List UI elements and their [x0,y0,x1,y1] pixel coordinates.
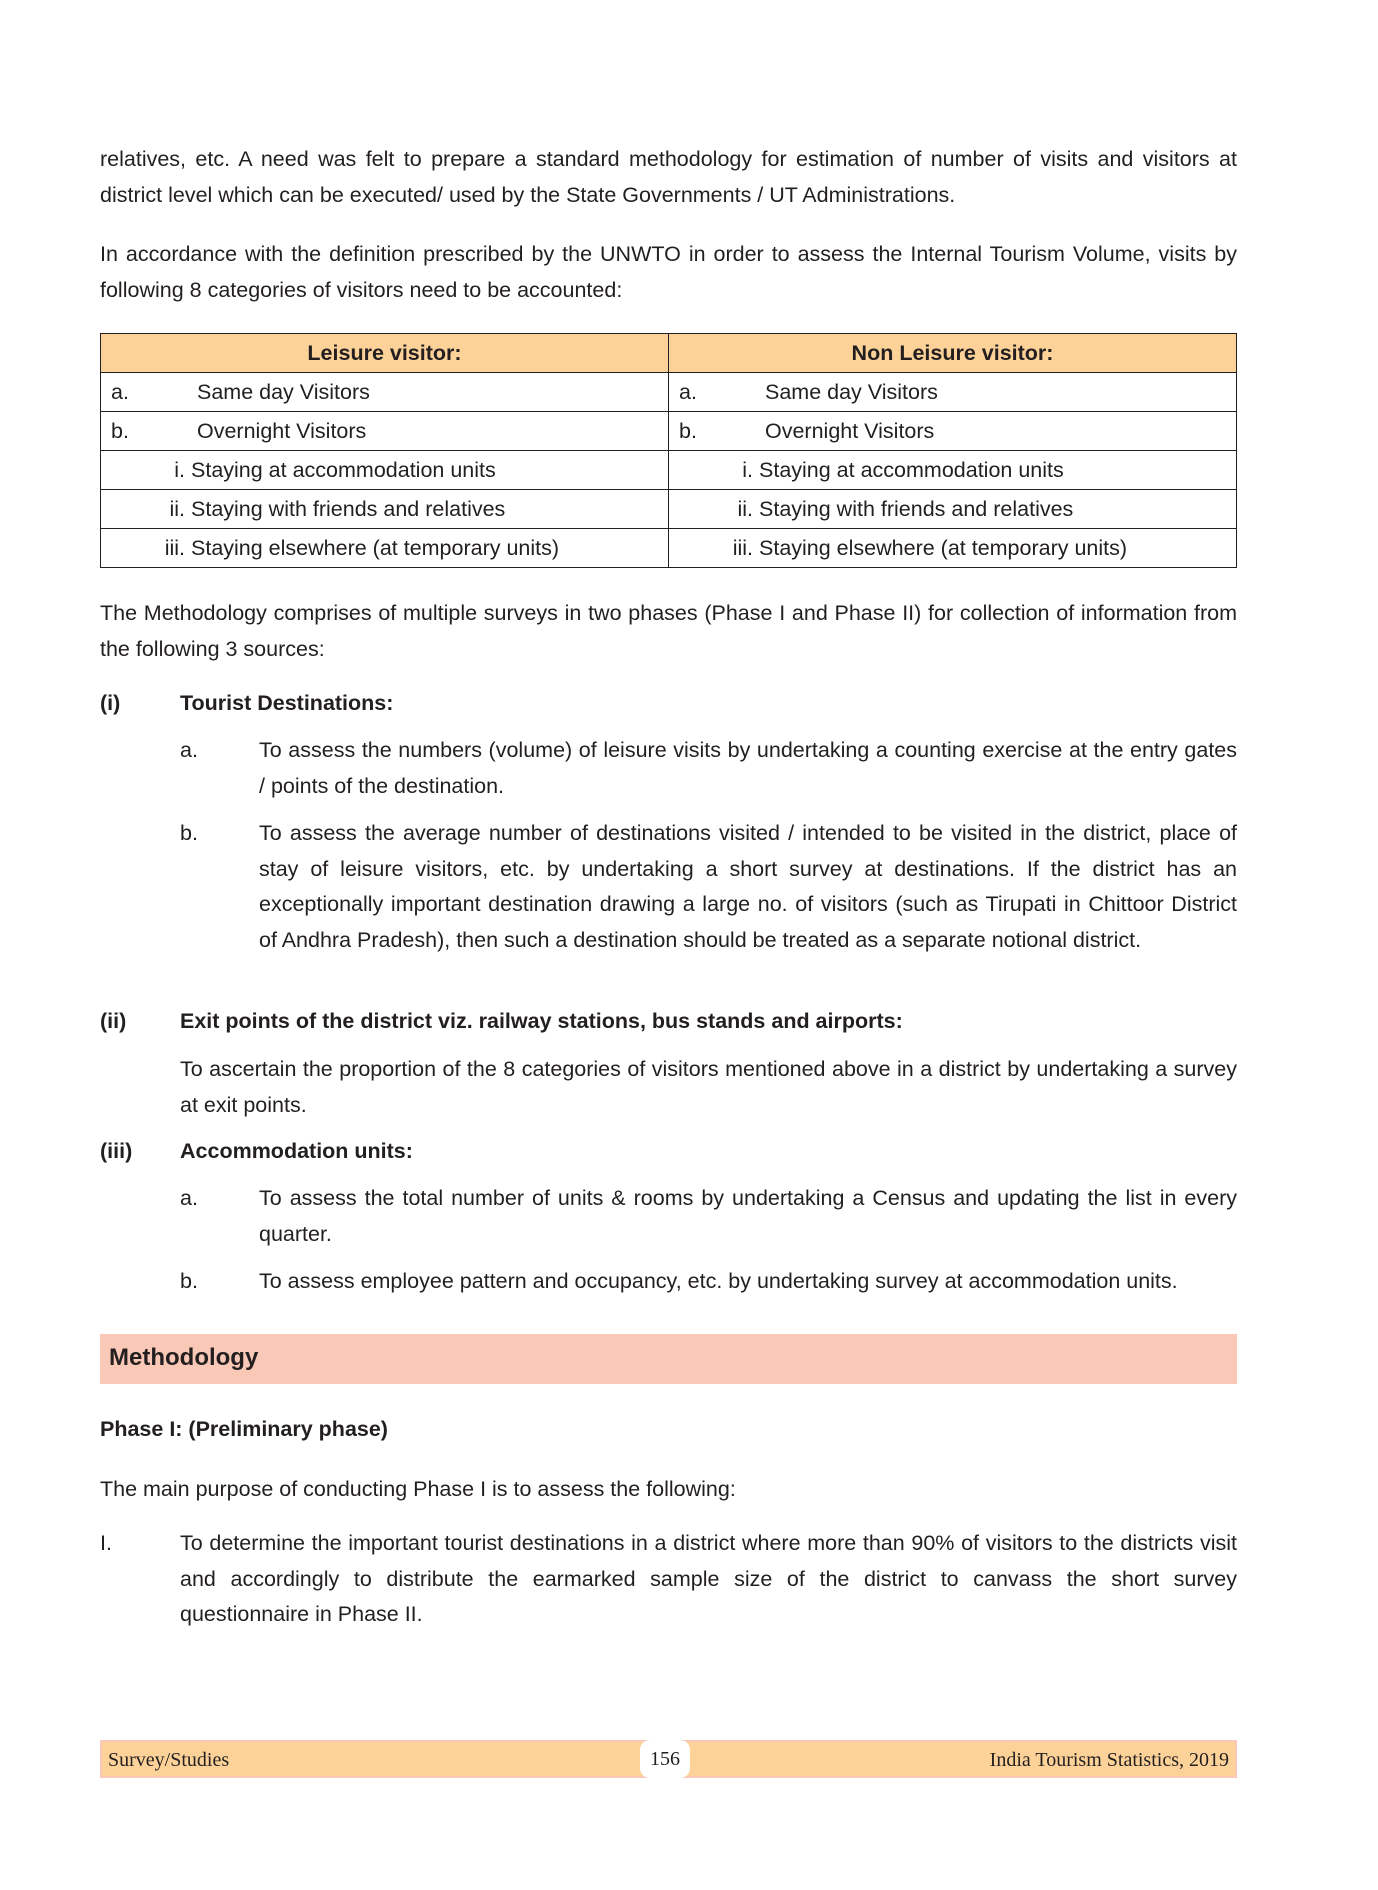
paragraph-text: The Methodology comprises of multiple surveys in two phases (Phase I and Phase II) for collection of information from the following 3 sources: [100,601,1237,661]
source-i-a [180,733,1237,804]
section-heading: Methodology [109,1344,259,1371]
row-text: Staying at accommodation units [759,457,1064,482]
purpose-item-1 [100,1526,1237,1633]
cell [101,373,669,412]
section-heading-band [100,1334,1237,1384]
row-text: Same day Visitors [197,379,370,404]
page-footer [100,1740,1237,1778]
item-title: Accommodation units: [180,1139,413,1163]
sub-text: To assess the average number of destinations visited / intended to be visited in the district, place of stay of leisure visitors, etc. by undertaking a short survey at destinations. If the district has an exceptionally important destination drawing a large no. of visitors (such as Tirupati in Chittoor District of Andhra Pradesh), then such a destination should be treated as a separate notional district. [259,821,1237,952]
intro-paragraph-2 [100,237,1237,308]
row-num: a. [111,379,129,404]
sources-intro [100,596,1237,667]
row-num: b. [679,418,697,443]
sub-number: b. [180,1269,198,1293]
table-row [101,412,1237,451]
header-leisure: Leisure visitor: [101,334,669,373]
row-text: Overnight Visitors [197,418,367,443]
table-header-row [101,334,1237,373]
row-num: ii. [169,496,185,521]
row-text: Staying elsewhere (at temporary units) [759,535,1128,560]
cell [669,412,1237,451]
cell [101,451,669,490]
row-num: iii. [732,535,753,560]
row-text: Staying elsewhere (at temporary units) [191,535,560,560]
sub-number: a. [180,738,198,762]
sub-number: a. [180,1186,198,1210]
table-row [101,373,1237,412]
table-row [101,529,1237,568]
row-text: Staying with friends and relatives [191,496,506,521]
row-num: b. [111,418,129,443]
cell [101,490,669,529]
item-title: Exit points of the district viz. railway stations, bus stands and airports: [180,1009,903,1033]
sub-number: b. [180,821,198,845]
header-non-leisure: Non Leisure visitor: [669,334,1237,373]
row-num: i. [174,457,185,482]
item-title: Tourist Destinations: [180,691,394,715]
phase-heading: Phase I: (Preliminary phase) [100,1417,388,1441]
item-text: To determine the important tourist destinations in a district where more than 90% of visitors to the districts visit and accordingly to distribute the earmarked sample size of the district to canvass the short survey questionnaire in Phase II. [180,1531,1237,1626]
cell [669,490,1237,529]
row-num: i. [742,457,753,482]
cell [669,373,1237,412]
row-text: Staying with friends and relatives [759,496,1074,521]
source-iii-heading [100,1134,1237,1170]
source-iii-b [180,1264,1237,1300]
intro-paragraph-1 [100,142,1237,213]
cell [101,529,669,568]
page-number: 156 [640,1740,690,1778]
sub-text: To assess the numbers (volume) of leisure visits by undertaking a counting exercise at the entry gates / points of the destination. [259,738,1237,798]
paragraph-text: relatives, etc. A need was felt to prepare a standard methodology for estimation of number of visits and visitors at district level which can be executed/ used by the State Governments / UT Administrations. [100,147,1237,207]
source-ii-heading [100,1004,1237,1040]
source-ii-text [180,1052,1237,1123]
visitor-categories-table [100,333,1237,568]
source-i-b [180,816,1237,958]
row-text: Same day Visitors [765,379,938,404]
cell [669,529,1237,568]
row-num: a. [679,379,697,404]
item-number: (iii) [100,1139,133,1163]
row-num: iii. [164,535,185,560]
row-text: Staying at accommodation units [191,457,496,482]
row-text: Overnight Visitors [765,418,935,443]
row-num: ii. [737,496,753,521]
source-iii-a [180,1181,1237,1252]
footer-publication: India Tourism Statistics, 2019 [989,1749,1229,1771]
source-i-heading [100,686,1237,722]
paragraph-text: In accordance with the definition prescribed by the UNWTO in order to assess the Internal Tourism Volume, visits by following 8 categories of visitors need to be accounted: [100,242,1237,302]
item-number: (ii) [100,1009,127,1033]
table-row [101,451,1237,490]
footer-section: Survey/Studies [108,1749,230,1771]
cell [669,451,1237,490]
item-number: I. [100,1531,112,1555]
sub-text: To assess employee pattern and occupancy, etc. by undertaking survey at accommodation units. [259,1269,1178,1293]
cell [101,412,669,451]
sub-text: To assess the total number of units & rooms by undertaking a Census and updating the list in every quarter. [259,1186,1237,1246]
table-row [101,490,1237,529]
paragraph-text: To ascertain the proportion of the 8 categories of visitors mentioned above in a district by undertaking a survey at exit points. [180,1057,1237,1117]
item-number: (i) [100,691,121,715]
purpose-text: The main purpose of conducting Phase I is to assess the following: [100,1477,736,1501]
